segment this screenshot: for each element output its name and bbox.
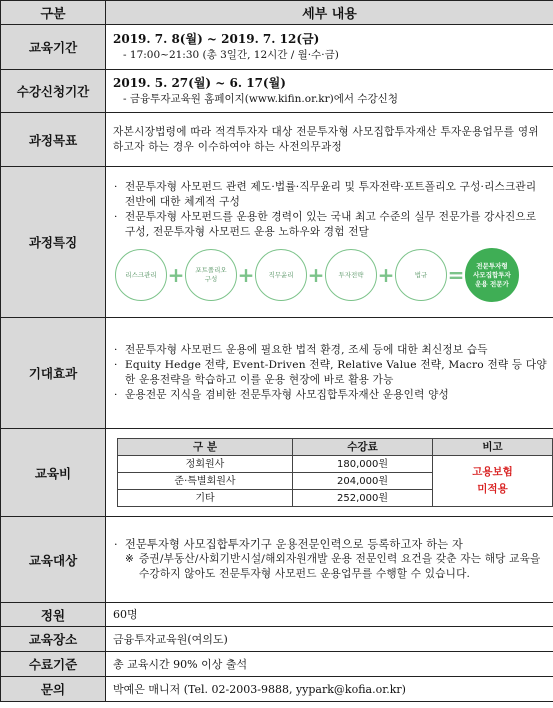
plus-icon: + bbox=[377, 262, 395, 287]
plus-icon: + bbox=[307, 262, 325, 287]
fee-type: 정회원사 bbox=[118, 456, 293, 473]
fee-type: 기타 bbox=[118, 490, 293, 507]
capacity-label: 정원 bbox=[1, 603, 106, 627]
diagram-node-portfolio: 포트폴리오 구성 bbox=[185, 249, 237, 301]
capacity-value: 60명 bbox=[106, 603, 553, 627]
row-effects bbox=[1, 318, 553, 429]
diagram-result-node: 전문투자형 사모집합투자 운용 전문가 bbox=[465, 248, 519, 302]
row-goal bbox=[1, 113, 553, 167]
row-target bbox=[1, 517, 553, 603]
effects-label: 기대효과 bbox=[1, 318, 106, 429]
completion-value: 총 교육시간 90% 이상 출석 bbox=[106, 652, 553, 677]
header-category: 구분 bbox=[1, 1, 106, 25]
period-label: 교육기간 bbox=[1, 25, 106, 70]
target-bullet: · 전문투자형 사모집합투자기구 운용전문인력으로 등록하고자 하는 자 bbox=[114, 538, 463, 551]
row-contact bbox=[1, 677, 553, 702]
goal-value bbox=[106, 113, 553, 167]
row-venue bbox=[1, 627, 553, 652]
period-detail: - 17:00~21:30 (총 3일간, 12시간 / 월·수·금) bbox=[123, 49, 339, 61]
diagram-node-strategy: 투자전략 bbox=[325, 249, 377, 301]
registration-detail: - 금융투자교육원 홈페이지(www.kifin.or.kr)에서 수강신청 bbox=[123, 93, 398, 105]
venue-value: 금융투자교육원(여의도) bbox=[106, 627, 553, 652]
features-bullet: · 전문투자형 사모펀드 관련 제도·법률·직무윤리 및 투자전략·포트폴리오 구성·리스크관리 전반에 대한 체계적 구성 bbox=[114, 181, 537, 208]
registration-dates: 2019. 5. 27(월) ~ 6. 17(월) bbox=[113, 76, 286, 90]
goal-text: 자본시장법령에 따라 적격투자자 대상 전문투자형 사모집합투자재산 투자운용업무를 영위하고자 하는 경우 이수하여야 하는 사전의무과정 bbox=[113, 125, 539, 153]
goal-label: 과정목표 bbox=[1, 113, 106, 167]
fee-header-type: 구 분 bbox=[118, 439, 293, 456]
effects-bullet: · 전문투자형 사모펀드 운용에 필요한 법적 환경, 조세 등에 대한 최신정보 습득 bbox=[114, 344, 488, 356]
fee-note bbox=[433, 456, 553, 507]
completion-label: 수료기준 bbox=[1, 652, 106, 677]
target-value bbox=[106, 517, 553, 603]
diagram-node-ethics: 직무윤리 bbox=[255, 249, 307, 301]
fee-amount: 180,000원 bbox=[293, 456, 433, 473]
header-row bbox=[1, 1, 553, 25]
effects-value bbox=[106, 318, 553, 429]
fee-label: 교육비 bbox=[1, 429, 106, 517]
period-value bbox=[106, 25, 553, 70]
row-completion bbox=[1, 652, 553, 677]
fee-note-line2: 미적용 bbox=[477, 483, 508, 495]
row-features bbox=[1, 167, 553, 318]
fee-note-line1: 고용보험 bbox=[472, 466, 513, 478]
fee-header-note: 비고 bbox=[433, 439, 553, 456]
venue-label: 교육장소 bbox=[1, 627, 106, 652]
fee-amount: 252,000원 bbox=[293, 490, 433, 507]
features-bullet: · 전문투자형 사모펀드를 운용한 경력이 있는 국내 최고 수준의 실무 전문가를 강사진으로 구성, 전문투자형 사모펀드 운용 노하우와 경험 전달 bbox=[114, 211, 537, 238]
fee-amount: 204,000원 bbox=[293, 473, 433, 490]
diagram-node-law: 법규 bbox=[395, 249, 447, 301]
effects-bullet: · Equity Hedge 전략, Event-Driven 전략, Relative Value 전략, Macro 전략 등 다양한 운용전략을 학습하고 이를 운용 현장에 바로 활용 가능 bbox=[114, 359, 547, 386]
target-note: ※ 증권/부동산/사회기반시설/해외자원개발 운용 전문인력 요건을 갖춘 자는 해당 교육을 수강하지 않아도 전문투자형 사모펀드 운용업무를 수행할 수 있습니다. bbox=[125, 553, 541, 580]
plus-icon: + bbox=[237, 262, 255, 287]
fee-value bbox=[106, 429, 553, 517]
fee-header-amount: 수강료 bbox=[293, 439, 433, 456]
fee-type: 준·특별회원사 bbox=[118, 473, 293, 490]
contact-value: 박예은 매니저 (Tel. 02-2003-9888, yypark@kofia.or.kr) bbox=[106, 677, 553, 702]
effects-bullet: · 운용전문 지식을 겸비한 전문투자형 사모집합투자재산 운용인력 양성 bbox=[114, 389, 449, 401]
plus-icon: + bbox=[167, 262, 185, 287]
row-period bbox=[1, 25, 553, 70]
plus-icon: = bbox=[447, 262, 465, 287]
row-fee bbox=[1, 429, 553, 517]
header-details: 세부 내용 bbox=[106, 1, 553, 25]
features-label: 과정특징 bbox=[1, 167, 106, 318]
target-label: 교육대상 bbox=[1, 517, 106, 603]
contact-label: 문의 bbox=[1, 677, 106, 702]
table-row bbox=[118, 456, 553, 473]
course-components-diagram bbox=[113, 246, 547, 304]
row-registration bbox=[1, 70, 553, 113]
row-capacity bbox=[1, 603, 553, 627]
diagram-node-risk: 리스크관리 bbox=[115, 249, 167, 301]
registration-value bbox=[106, 70, 553, 113]
features-value bbox=[106, 167, 553, 318]
period-dates: 2019. 7. 8(월) ~ 2019. 7. 12(금) bbox=[113, 32, 320, 46]
fee-table bbox=[117, 438, 553, 507]
registration-label: 수강신청기간 bbox=[1, 70, 106, 113]
